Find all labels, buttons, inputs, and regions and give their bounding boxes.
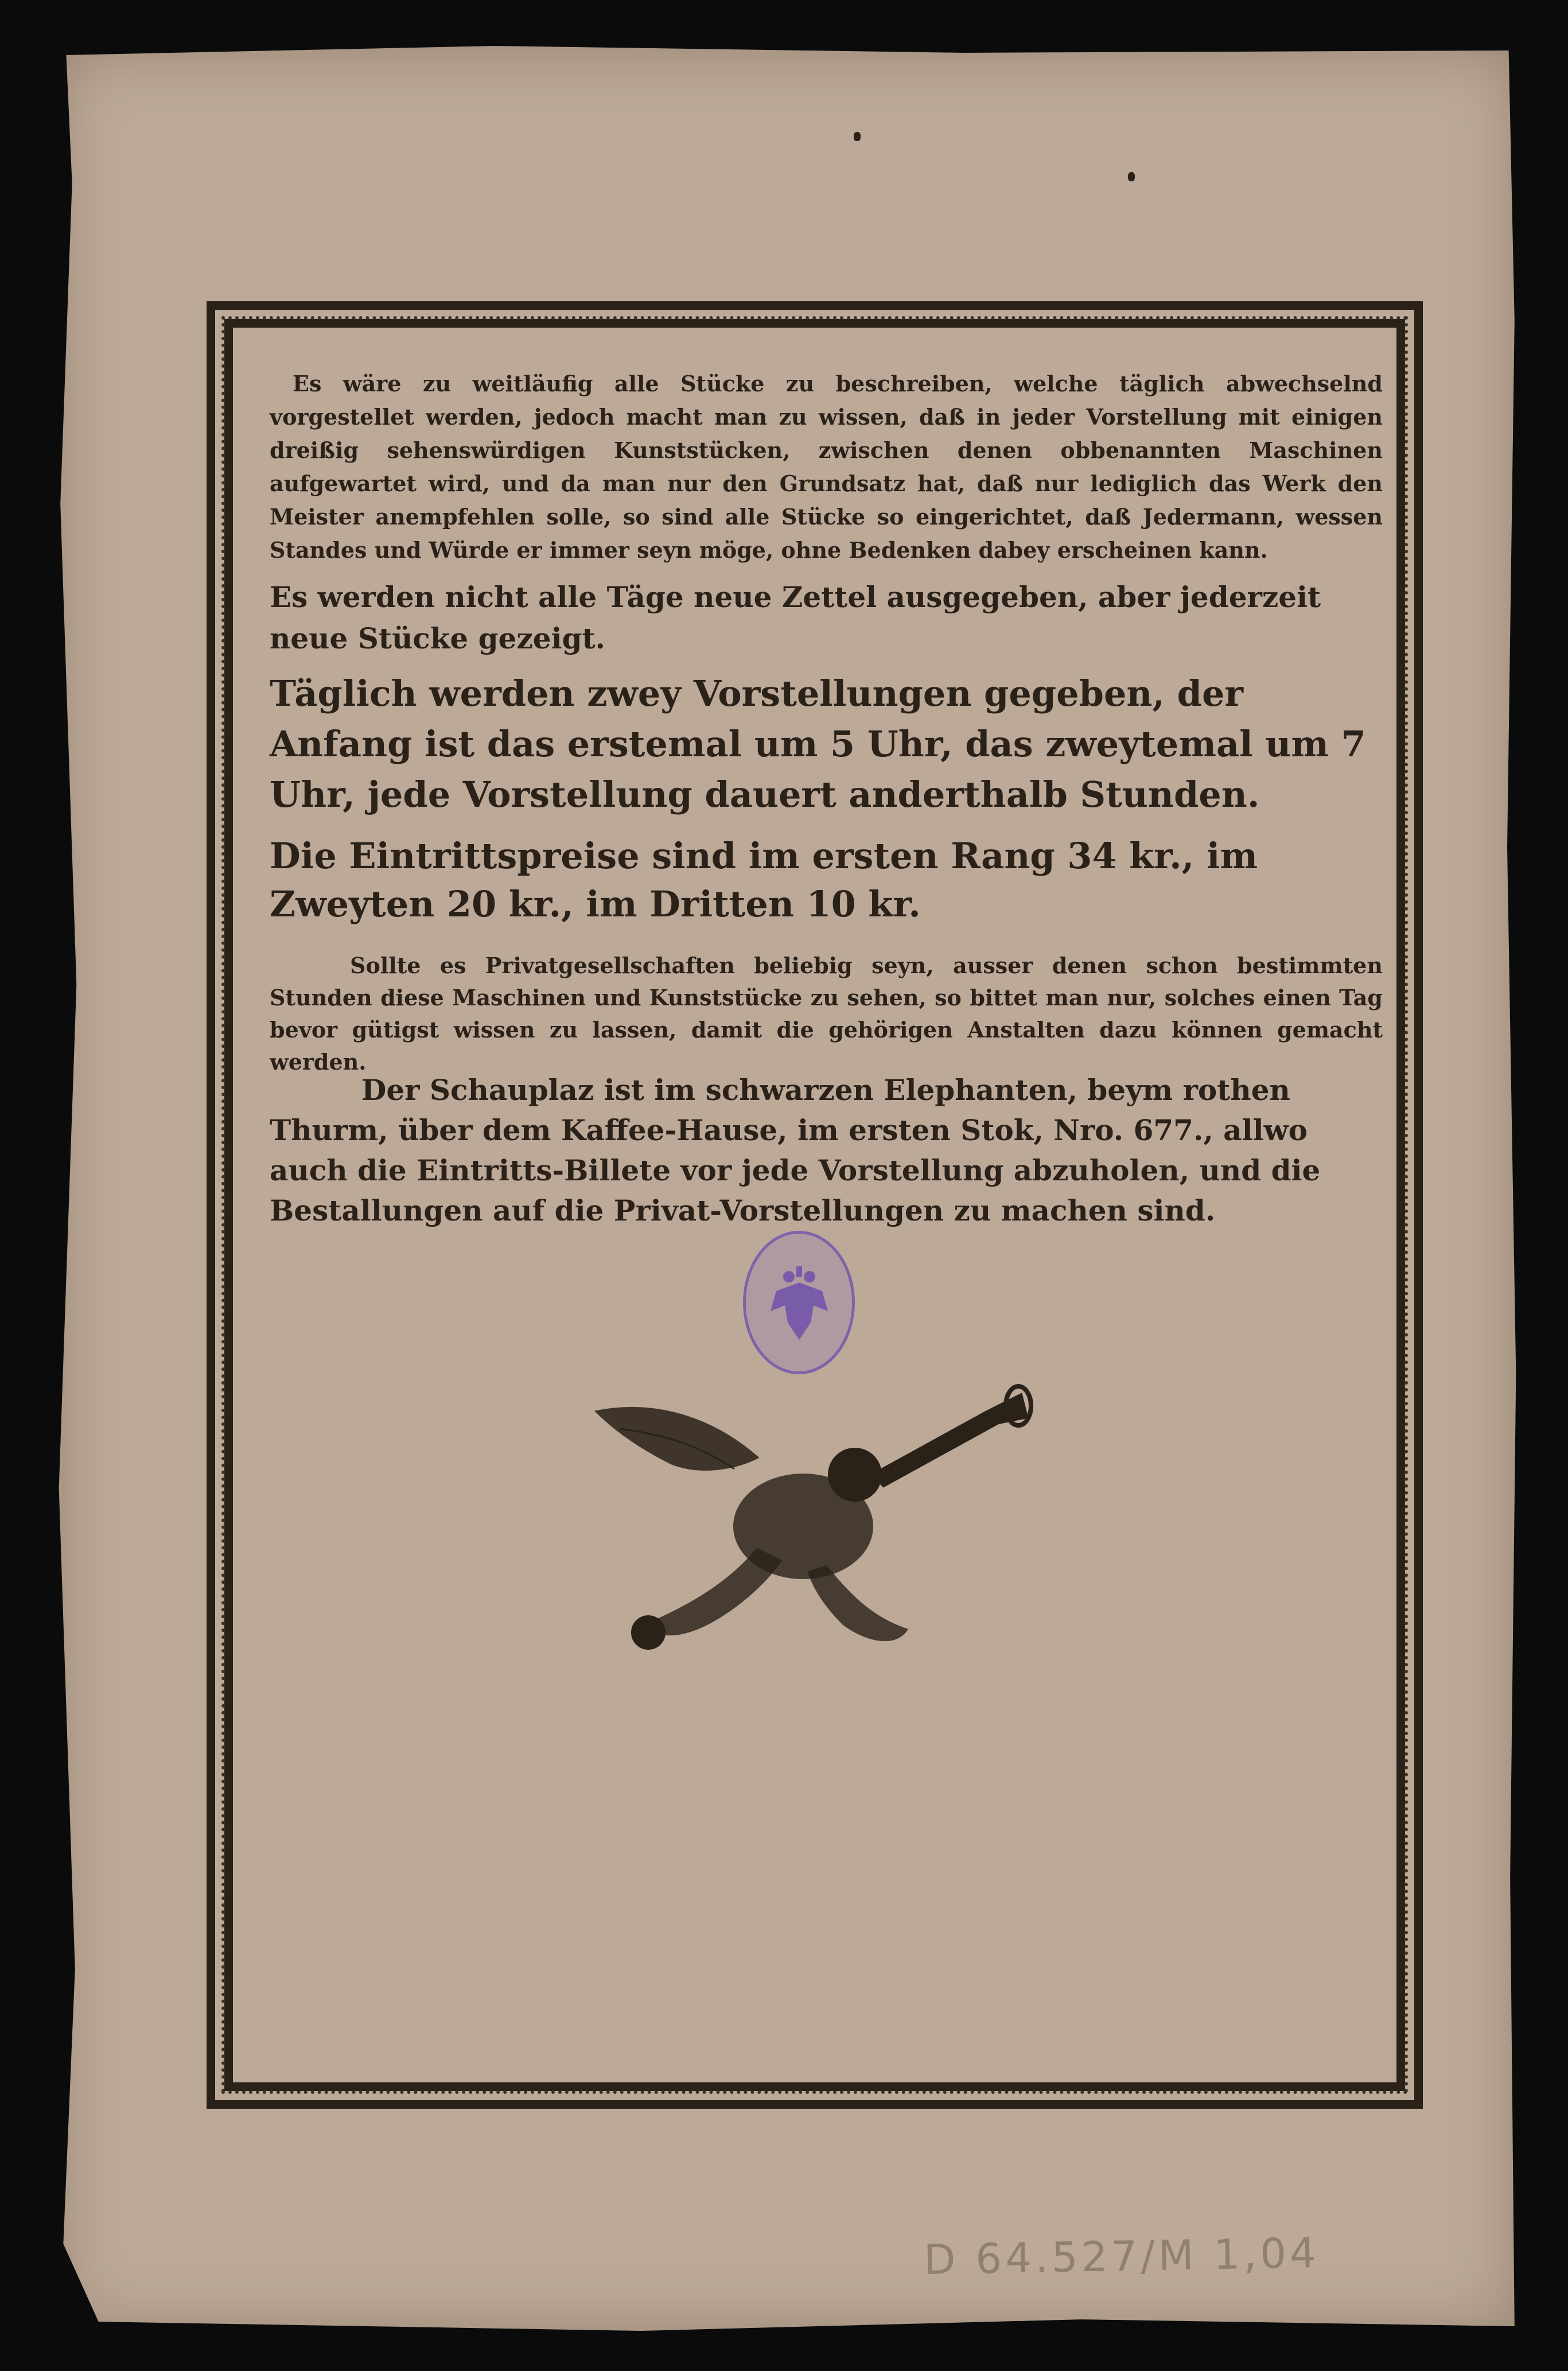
paragraph-prices: Die Eintrittspreise sind im ersten Rang 34 kr., im Zweyten 20 kr., im Dritten 10 kr. [270,835,1258,925]
paragraph-private-shows: Sollte es Privatgesellschaften beliebig seyn, ausser denen schon bestimmten Stunden diese Maschinen und Kunststücke zu sehen, so bittet man nur, solches einen Tag bevor gütigst wissen zu lassen, damit die gehörigen Anstalten dazu können gemacht werden. [270,953,1383,1075]
paragraph-description: Es wäre zu weitläufig alle Stücke zu beschreiben, welche täglich abwechselnd vorgestellet werden, jedoch macht man zu wissen, daß in jeder Vorstellung mit einigen dreißig sehenswürdigen Kunststücken, zwischen denen obbenannten Maschinen aufgewartet wird, und da man nur den Grundsatz hat, daß nur lediglich das Werk den Meister anempfehlen solle, so sind alle Stücke so eingerichtet, daß Jedermann, wessen Standes und Würde er immer seyn möge, ohne Bedenken dabey erscheinen kann. [270,371,1383,563]
paragraph-venue: Der Schauplaz ist im schwarzen Elephanten, beym rothen Thurm, über dem Kaffee-Hause, im ersten Stok, Nro. 677., allwo auch die Eintritts-Billete vor jede Vorstellung abzuholen, und die Bestallungen auf die Privat-Vorstellungen zu machen sind. [270,1073,1321,1227]
shelfmark: D 64.527/M 1,04 [923,2228,1320,2284]
double-eagle-icon [765,1260,834,1346]
paragraph-showtimes: Täglich werden zwey Vorstellungen gegeben, der Anfang ist das erstemal um 5 Uhr, das zweytemal um 7 Uhr, jede Vorstellung dauert anderthalb Stunden. [270,673,1366,815]
paragraph-new-bills: Es werden nicht alle Täge neue Zettel ausgegeben, aber jederzeit neue Stücke gezeigt. [270,580,1321,655]
ink-speck [854,132,861,141]
trumpet-angel-icon [585,1377,1044,1676]
ink-speck [1128,172,1135,181]
library-stamp [743,1231,855,1374]
